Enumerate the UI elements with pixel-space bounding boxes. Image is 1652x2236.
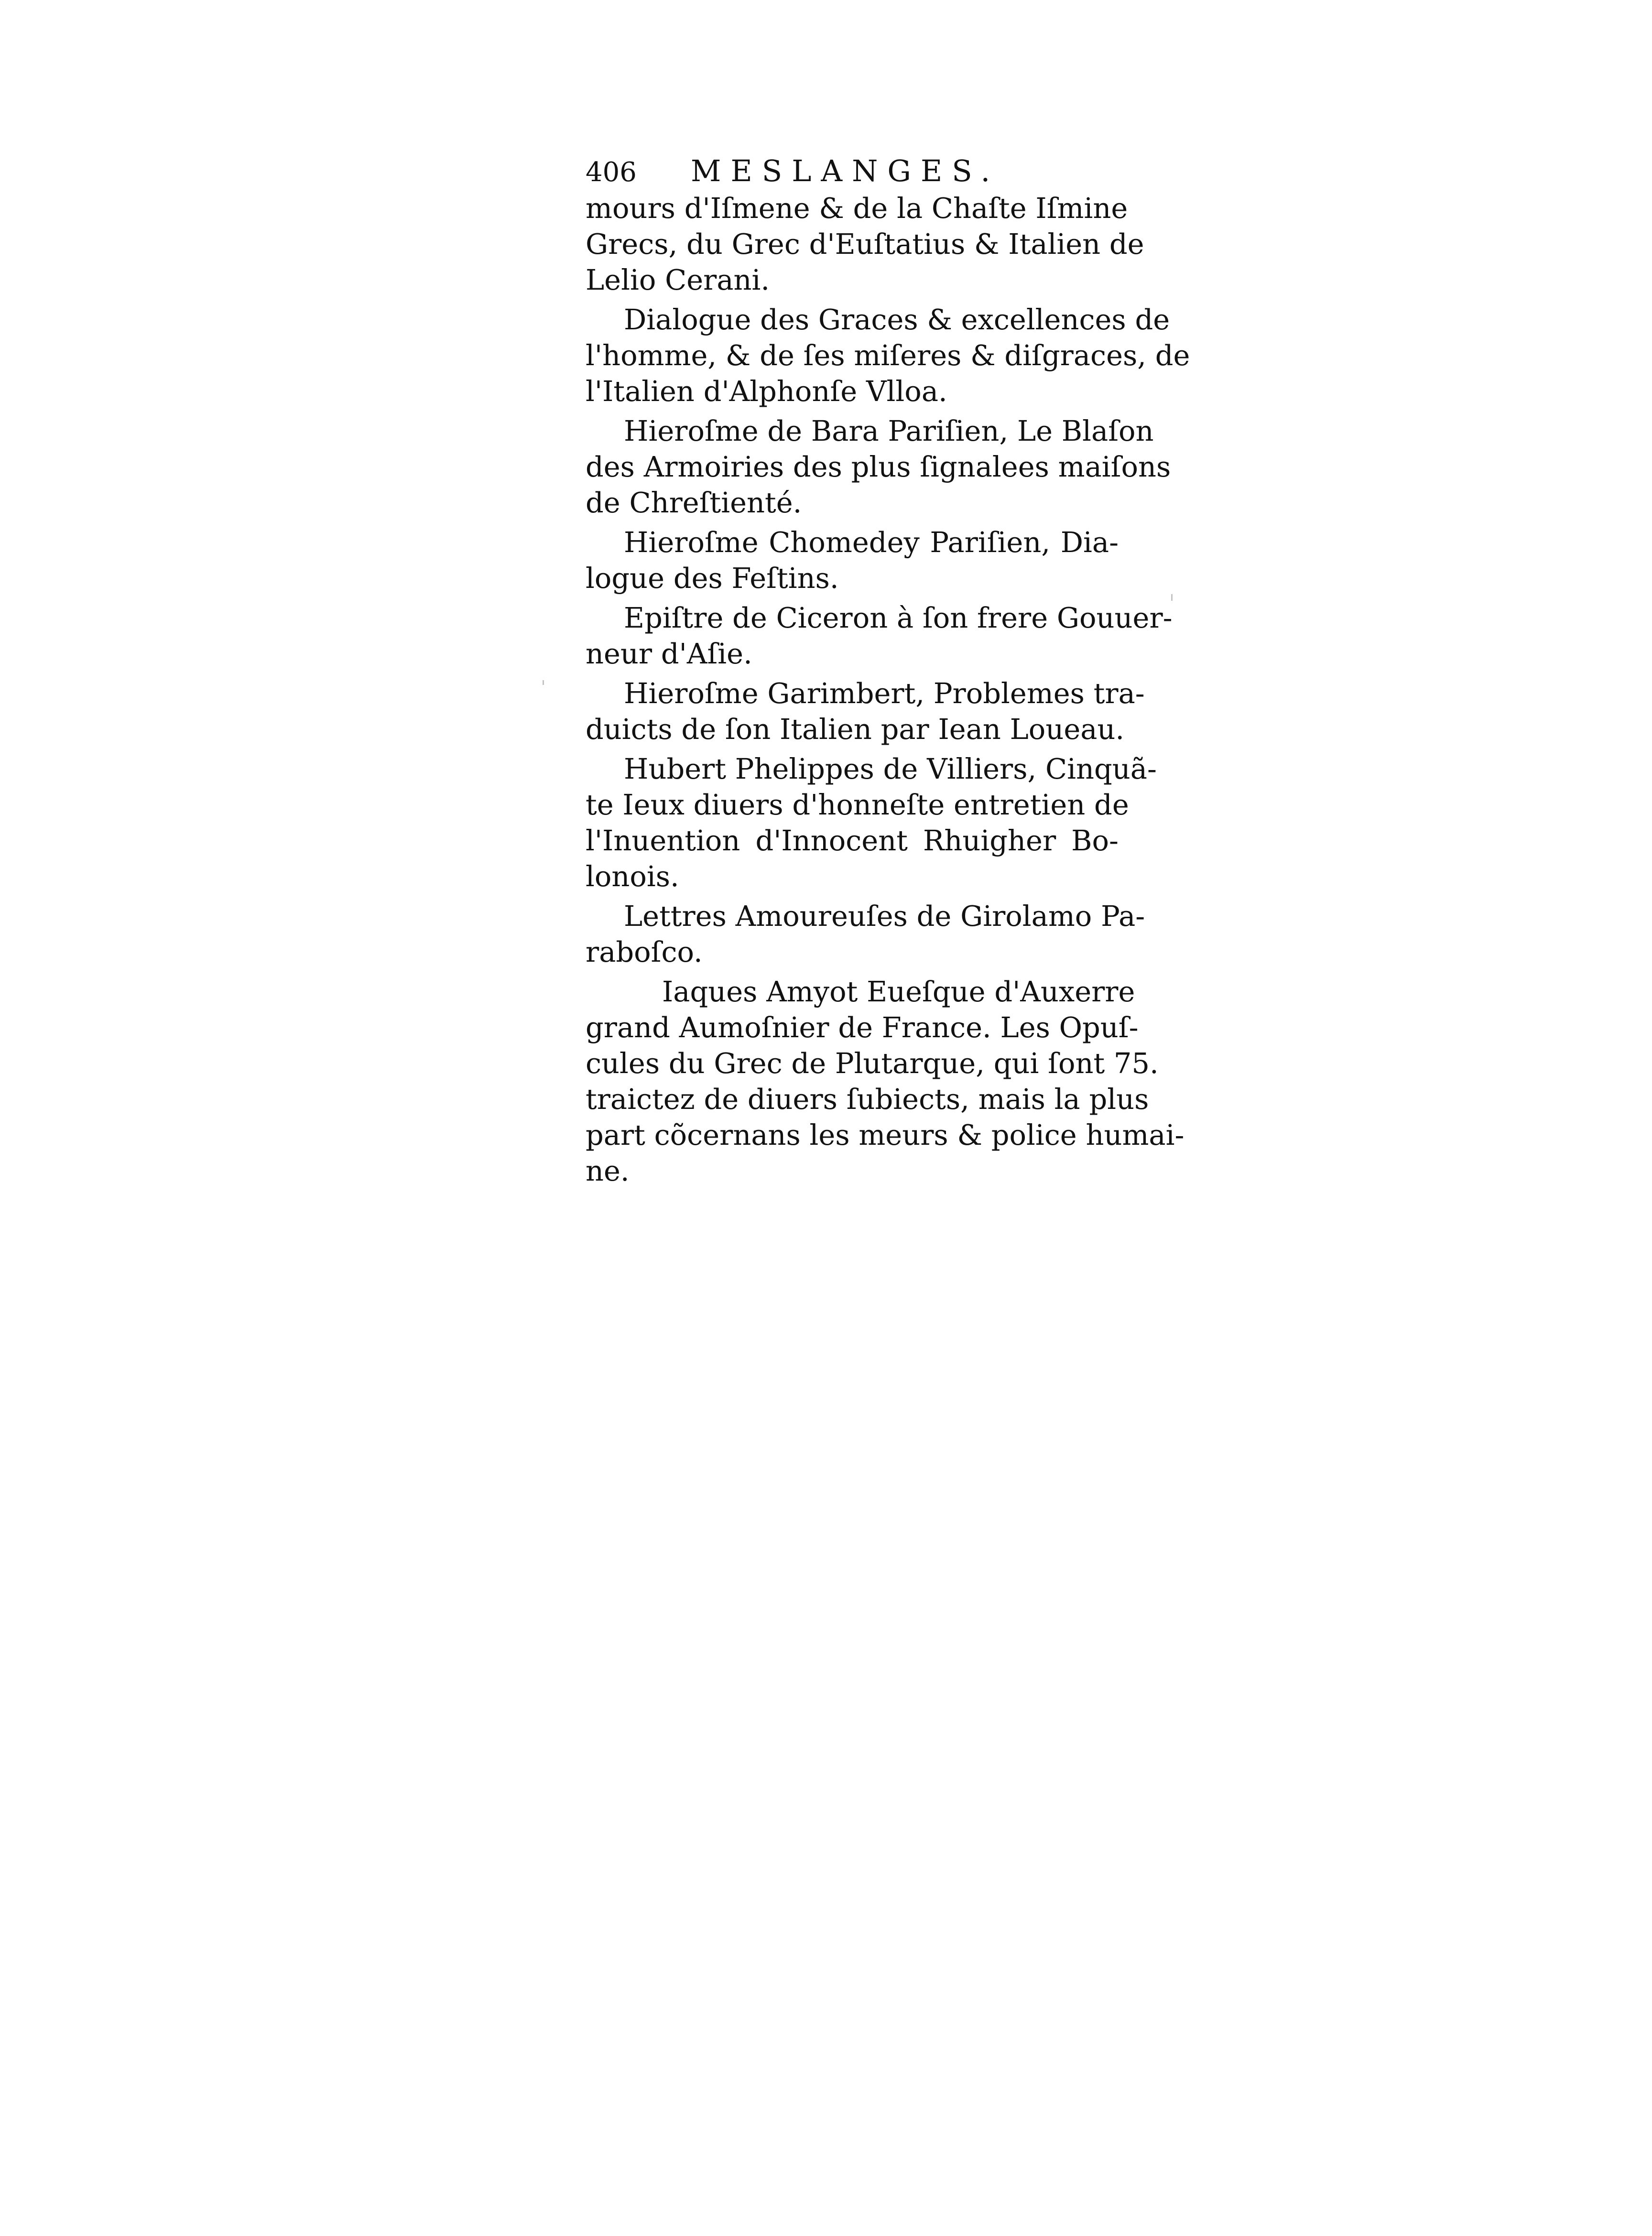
text-line: grand Aumoſnier de France. Les Opuſ- xyxy=(586,1011,1139,1044)
running-title: MESLANGES. xyxy=(691,153,1000,188)
text-line: Lettres Amoureuſes de Girolamo Pa- xyxy=(624,900,1145,933)
text-line: lonois. xyxy=(586,860,679,893)
text-line: Grecs, du Grec d'Euſtatius & Italien de xyxy=(586,228,1144,261)
ink-speck xyxy=(543,680,544,685)
text-line: de Chreſtienté. xyxy=(586,486,802,519)
text-line: traictez de diuers ſubiects, mais la plus xyxy=(586,1083,1149,1116)
text-line: Lelio Cerani. xyxy=(586,263,770,296)
text-line: l'Inuention d'Innocent Rhuigher Bo- xyxy=(586,824,1119,857)
text-line: raboſco. xyxy=(586,935,703,968)
page-header xyxy=(586,152,1119,190)
text-line: l'homme, & de ſes miſeres & diſgraces, de xyxy=(586,339,1190,372)
text-line: Dialogue des Graces & excellences de xyxy=(624,303,1170,336)
text-block xyxy=(586,152,1190,1189)
ink-speck xyxy=(1171,594,1173,601)
text-line: l'Italien d'Alphonſe Vlloa. xyxy=(586,375,947,408)
text-line: Hieroſme de Bara Pariſien, Le Blaſon xyxy=(624,414,1154,447)
text-line: logue des Feſtins. xyxy=(586,562,839,595)
text-line: part cõcernans les meurs & police humai- xyxy=(586,1118,1185,1151)
text-line: des Armoiries des plus ſignalees maiſons xyxy=(586,450,1171,483)
text-line: Hieroſme Chomedey Pariſien, Dia- xyxy=(624,526,1119,559)
text-line: cules du Grec de Plutarque, qui ſont 75. xyxy=(586,1047,1159,1080)
text-line: duicts de ſon Italien par Iean Loueau. xyxy=(586,713,1125,746)
text-line: neur d'Aſie. xyxy=(586,637,752,670)
text-line: Hubert Phelippes de Villiers, Cinquã- xyxy=(624,752,1157,785)
page-number: 406 xyxy=(586,157,637,188)
text-line: Iaques Amyot Eueſque d'Auxerre xyxy=(662,975,1135,1008)
text-line: Epiſtre de Ciceron à ſon frere Gouuer- xyxy=(624,601,1173,634)
text-line: Hieroſme Garimbert, Problemes tra- xyxy=(624,677,1145,710)
text-line: mours d'Iſmene & de la Chaſte Iſmine xyxy=(586,192,1128,225)
text-line: te Ieux diuers d'honneſte entretien de xyxy=(586,788,1129,821)
text-line: ne. xyxy=(586,1154,630,1187)
